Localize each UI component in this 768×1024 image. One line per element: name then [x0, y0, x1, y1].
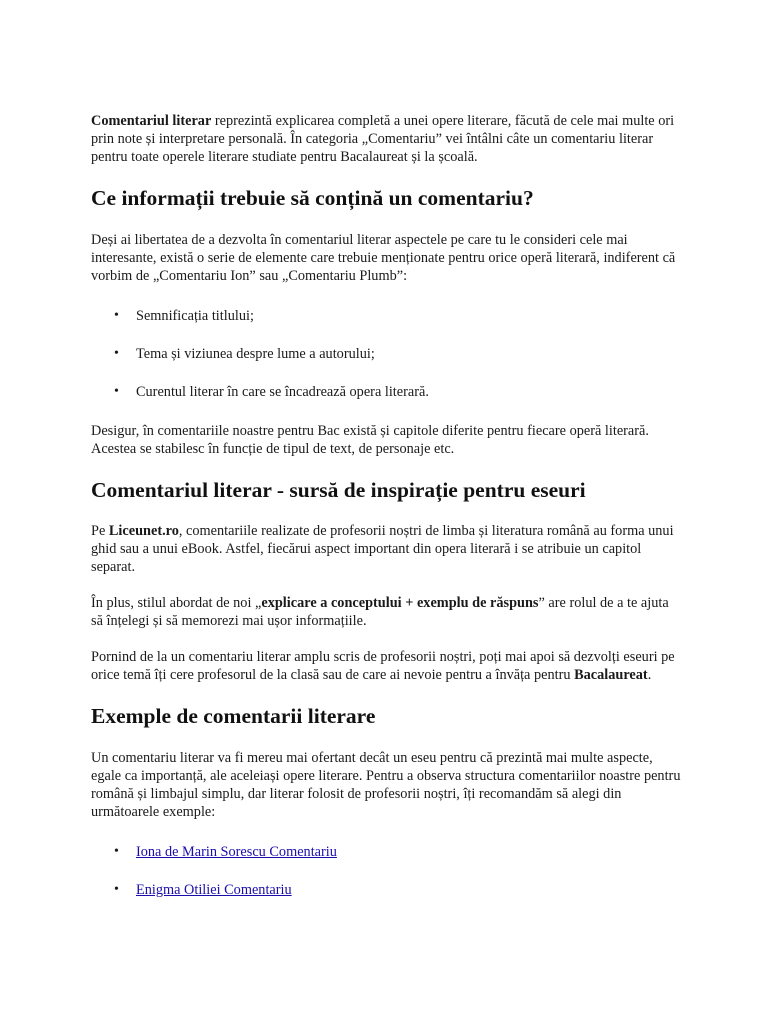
bac-paragraph: Desigur, în comentariile noastre pentru Bac există și capitole diferite pentru fiecare operă literară. Acestea se stabilesc în funcție de tipul de text, de personaje etc.: [91, 423, 649, 457]
elements-list: [91, 307, 681, 401]
list-item: [91, 843, 681, 861]
intro-paragraph: [91, 112, 681, 166]
link-enigma-otiliei-comentariu[interactable]: Enigma Otiliei Comentariu: [136, 882, 292, 898]
stil-paragraph: [91, 594, 681, 630]
bullet-icon: •: [114, 882, 119, 897]
heading-eseuri: Comentariul literar - sursă de inspirație pentru eseuri: [91, 478, 586, 502]
document-page: [91, 109, 681, 899]
list-item: [91, 345, 681, 363]
list-item-text: Semnificația titlului;: [136, 308, 254, 324]
list-item: [91, 307, 681, 325]
link-iona-comentariu[interactable]: Iona de Marin Sorescu Comentariu: [136, 844, 337, 860]
liceunet-paragraph: [91, 522, 681, 576]
exemple-paragraph: Un comentariu literar va fi mereu mai ofertant decât un eseu pentru că prezintă mai multe aspecte, egale ca importanță, ale aceleiași opere literare. Pentru a observa structura comentariilor noastre pentru română și limbajul simplu, dar literar folosit de profesorii noștri, îți recomandăm să alegi din următoarele exemple:: [91, 750, 681, 820]
stil-text: ” are rolul de a te ajuta să înțelegi și să memorezi mai ușor informațiile.: [91, 595, 669, 629]
pornind-end: .: [647, 667, 652, 683]
liceunet-prefix: Pe: [91, 523, 109, 539]
bacalaureat-bold: Bacalaureat: [574, 667, 648, 683]
list-item-text: Tema și viziunea despre lume a autorului;: [136, 346, 375, 362]
bullet-icon: •: [114, 844, 119, 859]
pornind-text: Pornind de la un comentariu literar amplu scris de profesorii noștri, poți mai apoi să dezvolți eseuri pe orice temă îți cere profesorul de la clasă sau de care ai nevoie pentru a învăța pentru: [91, 649, 675, 683]
bullet-icon: •: [114, 384, 119, 399]
intro-text: reprezintă explicarea completă a unei opere literare, făcută de cele mai multe ori prin note și interpretare personală. În categoria „Comentariu” vei întâlni câte un comentariu literar pentru toate operele literare studiate pentru Bacalaureat și la școală.: [91, 113, 675, 165]
example-links-list: [91, 843, 681, 899]
list-item-text: Curentul literar în care se încadrează opera literară.: [136, 384, 429, 400]
stil-bold-phrase: explicare a conceptului + exemplu de răspuns: [261, 595, 539, 611]
bullet-icon: •: [114, 308, 119, 323]
informatii-paragraph: Deși ai libertatea de a dezvolta în comentariul literar aspectele pe care tu le consideri cele mai interesante, există o serie de elemente care trebuie menționate pentru orice operă literară, indiferent că vorbim de „Comentariu Ion” sau „Comentariu Plumb”:: [91, 232, 676, 284]
stil-prefix: În plus, stilul abordat de noi „: [91, 595, 262, 611]
liceunet-text: , comentariile realizate de profesorii noștri de limba și literatura română au forma unui ghid sau a unui eBook. Astfel, fiecărui aspect important din opera literară i se atribuie un capitol separat.: [91, 523, 674, 575]
bullet-icon: •: [114, 346, 119, 361]
intro-bold-term: Comentariul literar: [91, 113, 212, 129]
heading-exemple: Exemple de comentarii literare: [91, 704, 376, 728]
liceunet-site-name: Liceunet.ro: [108, 523, 179, 539]
pornind-paragraph: [91, 648, 681, 684]
heading-informatii: Ce informații trebuie să conțină un comentariu?: [91, 186, 534, 210]
list-item: [91, 881, 681, 899]
list-item: [91, 383, 681, 401]
